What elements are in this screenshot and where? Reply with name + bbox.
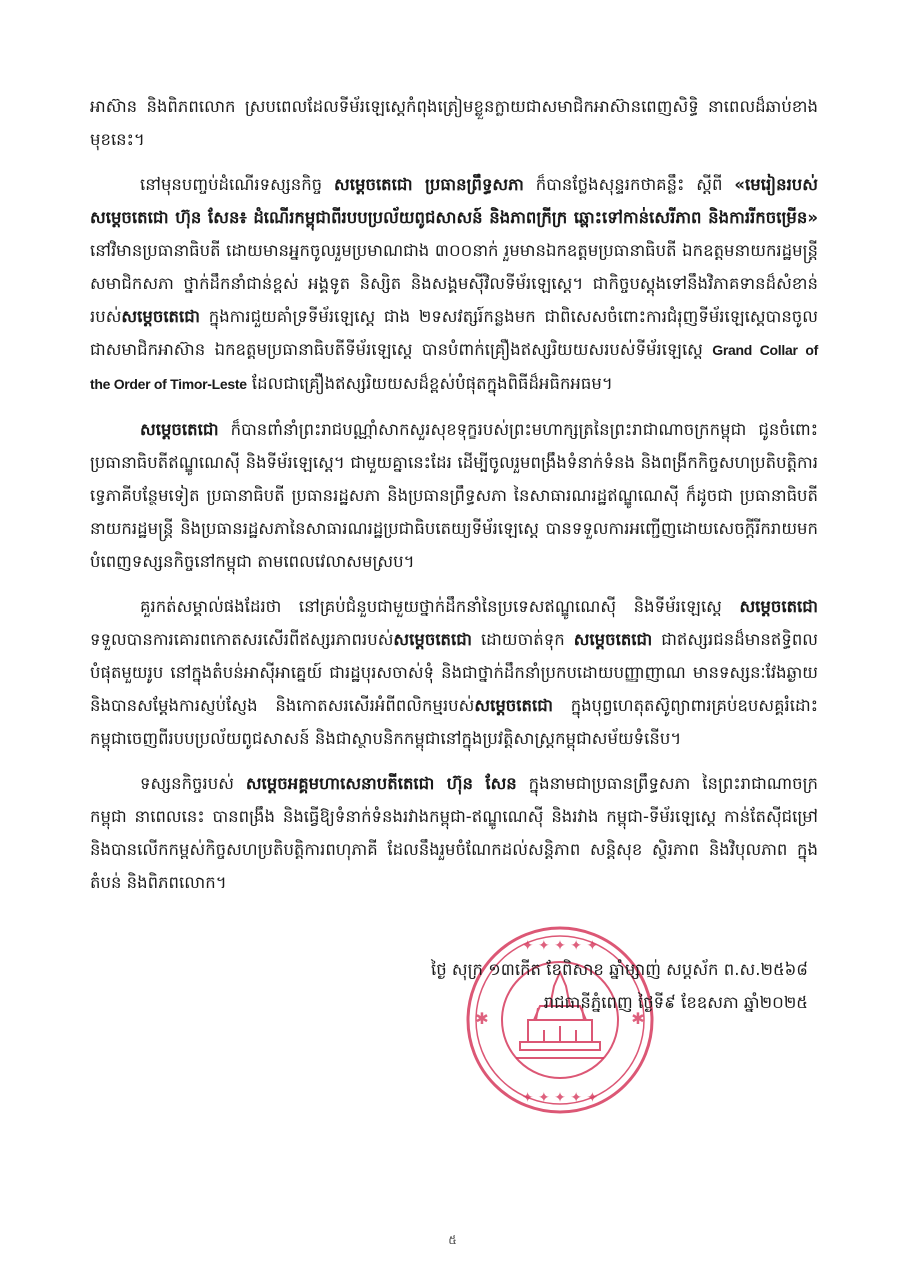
bold-samdech: សម្ដេចតេជោ [573, 630, 653, 649]
paragraph-3-text-g: ជាឥស្សរជនដ៏មានឥទ្ធិពលបំផុតមួយរូប នៅក្នុងតំបន់អាស៊ីអាគ្នេយ៍ ជារដ្ឋបុរសចាស់ទុំ និងជាថ្នាក់ដឹកនាំប្រកបដោយបញ្ញាញាណ មានទស្សនៈវែងឆ្ងាយ និងបានសម្ដែងការស្ញប់ស្ញែង និងកោតសរសើរអំពីពលិកម្មរបស់ [90, 630, 819, 715]
bold-samdech: សម្ដេចតេជោ [474, 696, 553, 715]
bold-samdech: សម្ដេចតេជោ [739, 597, 818, 616]
paragraph-1-text-c: ក៏បានថ្លែងសុន្ទរកថាគន្លឹះ ស្ដីពី [523, 175, 735, 194]
svg-text:✱: ✱ [631, 1009, 645, 1028]
svg-text:✱: ✱ [475, 1009, 489, 1028]
paragraph-0 [90, 90, 818, 156]
award-name: Grand Collar of the Order of Timor-Leste [90, 342, 818, 392]
paragraph-2-text-b: ក៏បានពាំនាំព្រះរាជបណ្ណាំសាកសួរសុខទុក្ខរបស់ព្រះមហាក្សត្រនៃព្រះរាជាណាចក្រកម្ពុជា ជូនចំពោះប្រធានាធិបតីឥណ្ឌូណេស៊ី និងទីម័រឡេស្តេ។ ជាមួយគ្នានេះដែរ ដើម្បីចូលរួមពង្រឹងទំនាក់ទំនង និងពង្រីកកិច្ចសហប្រតិបត្តិការទ្វេភាគីបន្ថែមទៀត ប្រធានាធិបតី ប្រធានរដ្ឋសភា និងប្រធានព្រឹទ្ធសភា នៃសាធារណរដ្ឋឥណ្ឌូណេស៊ី ក៏ដូចជា ប្រធានាធិបតី នាយករដ្ឋមន្ត្រី និងប្រធានរដ្ឋសភានៃសាធារណរដ្ឋប្រជាធិបតេយ្យទីម័រឡេស្តេ បានទទួលការអញ្ជើញដោយសេចក្ដីរីករាយមកបំពេញទស្សនកិច្ចនៅកម្ពុជា តាមពេលវេលាសមស្រប។ [90, 420, 818, 571]
paragraph-1-text-g: ក្នុងការជួយគាំទ្រទីម័រឡេស្តេ ជាង ២ទសវត្សរ៍កន្លងមក ជាពិសេសចំពោះការជំរុញទីម័រឡេស្តេបានចូលជាសមាជិកអាស៊ាន ឯកឧត្តមប្រធានាធិបតីទីម័រឡេស្តេ បានបំពាក់គ្រឿងឥស្សរិយយសរបស់ទីម័រឡេស្តេ [90, 307, 818, 359]
paragraph-1-text-a: នៅមុនបញ្ចប់ដំណើរទស្សនកិច្ច [140, 175, 335, 194]
paragraph-3 [90, 590, 818, 755]
bold-lecture-title: «មេរៀនរបស់ សម្ដេចតេជោ ហ៊ុន សែន៖ ដំណើរកម្ពុជាពីរបបប្រល័យពូជសាសន៍ និងភាពក្រីក្រ ឆ្ពោះទៅកាន់សេរីភាព និងការរីកចម្រើន» [90, 175, 818, 227]
svg-text:✦ ✦ ✦ ✦ ✦: ✦ ✦ ✦ ✦ ✦ [521, 1090, 599, 1106]
paragraph-2 [90, 413, 818, 578]
bold-samdech-full-title: សម្ដេចអគ្គមហាសេនាបតីតេជោ ហ៊ុន សែន [245, 774, 517, 793]
paragraph-1 [90, 168, 818, 401]
bold-senate-president: សម្ដេចតេជោ ប្រធានព្រឹទ្ធសភា [334, 175, 524, 194]
document-body [90, 90, 818, 911]
official-seal-icon [460, 920, 660, 1120]
paragraph-3-text-a: គួរកត់សម្គាល់ផងដែរថា នៅគ្រប់ជំនួបជាមួយថ្នាក់ដឹកនាំនៃប្រទេសឥណ្ឌូណេស៊ី និងទីម័រឡេស្តេ [140, 597, 740, 616]
paragraph-4-text-a: ទស្សនកិច្ចរបស់ [140, 774, 246, 793]
paragraph-4 [90, 767, 818, 899]
bold-samdech: សម្ដេចតេជោ [393, 630, 472, 649]
svg-text:✦ ✦ ✦ ✦ ✦: ✦ ✦ ✦ ✦ ✦ [521, 938, 599, 954]
paragraph-3-text-i: ក្នុងបុព្វហេតុតស៊ូព្យាពារគ្រប់ឧបសគ្គរំដោះកម្ពុជាចេញពីរបបប្រល័យពូជសាសន៍ និងជាស្ថាបនិកកម្ពុជានៅក្នុងប្រវត្តិសាស្ត្រកម្ពុជាសម័យទំនើប។ [90, 696, 818, 748]
paragraph-1-text-e: នៅវិមានប្រធានាធិបតី ដោយមានអ្នកចូលរួមប្រមាណជាង ៣០០នាក់ រួមមានឯកឧត្តមប្រធានាធិបតី ឯកឧត្តមនាយករដ្ឋមន្ត្រី សមាជិកសភា ថ្នាក់ដឹកនាំជាន់ខ្ពស់ អង្គទូត និស្សិត និងសង្គមស៊ីវិលទីម័រឡេស្តេ។ ជាកិច្ចបស្តុងទៅនឹងវិភាគទានដ៏សំខាន់របស់ [90, 241, 818, 326]
place-and-date: រាជធានីភ្នំពេញ ថ្ងៃទី៩ ខែឧសភា ឆ្នាំ២០២៥ [543, 993, 808, 1012]
paragraph-3-text-c: ទទួលបានការគោរពកោតសរសើរពីឥស្សរភាពរបស់ [90, 630, 394, 649]
page-number: ៥ [448, 1233, 457, 1247]
paragraph-0-text: អាស៊ាន និងពិភពលោក ស្របពេលដែលទីម័រឡេស្តេកំពុងត្រៀមខ្លួនក្លាយជាសមាជិកអាស៊ានពេញសិទ្ធិ នាពេលដ៏ឆាប់ខាងមុខនេះ។ [90, 97, 818, 149]
bold-samdech: សម្ដេចតេជោ [121, 307, 200, 326]
paragraph-3-text-e: ដោយចាត់ទុក [471, 630, 574, 649]
paragraph-4-text-c: ក្នុងនាមជាប្រធានព្រឹទ្ធសភា នៃព្រះរាជាណាចក្រកម្ពុជា នាពេលនេះ បានពង្រឹង និងធ្វើឱ្យទំនាក់ទំនងរវាងកម្ពុជា-ឥណ្ឌូណេស៊ី និងរវាង កម្ពុជា-ទីម័រឡេស្តេ កាន់តែស៊ីជម្រៅ និងបានលើកកម្ពស់កិច្ចសហប្រតិបត្តិការពហុភាគី ដែលនឹងរួមចំណែកដល់សន្តិភាព សន្តិសុខ ស្ថិរភាព និងវិបុលភាព ក្នុងតំបន់ និងពិភពលោក។ [90, 774, 819, 892]
lunar-date: ថ្ងៃ សុក្រ ១៣កើត ខែពិសាខ ឆ្នាំម្សាញ់ សប្តស័ក ព.ស.២៥៦៨ [430, 960, 808, 979]
signature-date-block [431, 953, 808, 1019]
bold-samdech: សម្ដេចតេជោ [140, 420, 219, 439]
paragraph-1-text-i: ដែលជាគ្រឿងឥស្សរិយយសដ៏ខ្ពស់បំផុតក្នុងពិធីដ៏អធិកអធម។ [246, 374, 613, 393]
